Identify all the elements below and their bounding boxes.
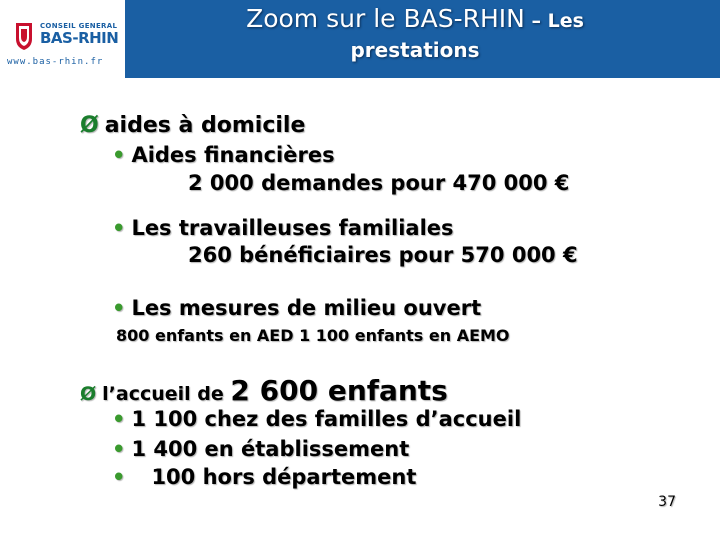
bullet-icon: •: [112, 407, 126, 431]
list-item-label: Les mesures de milieu ouvert: [131, 296, 482, 320]
list-item-label: 100 hors département: [151, 465, 417, 489]
list-item-label: Aides financières: [131, 143, 335, 167]
list-item-detail: 2 000 demandes pour 470 000 €: [188, 171, 570, 195]
bullet-icon: •: [112, 143, 126, 167]
arrow-bullet-icon: Ø: [80, 383, 97, 405]
list-item: [112, 437, 409, 461]
list-item-detail: 800 enfants en AED 1 100 enfants en AEMO: [116, 326, 510, 345]
section-heading-text: l’accueil de: [102, 383, 224, 405]
section-accueil-heading: [80, 374, 448, 407]
logo-url: www.bas-rhin.fr: [7, 57, 104, 67]
list-item: [112, 216, 454, 240]
list-item-label: 1 100 chez des familles d’accueil: [131, 407, 522, 431]
section-heading-text: aides à domicile: [104, 113, 306, 138]
logo-top-text: CONSEIL GENERAL: [40, 22, 118, 30]
section-heading-emphasis: 2 600 enfants: [230, 374, 448, 407]
list-item: [112, 407, 521, 431]
section-aides-heading: [80, 113, 305, 138]
logo-main-text: BAS-RHIN: [40, 29, 119, 47]
list-item: [112, 465, 416, 489]
bullet-icon: •: [112, 465, 126, 489]
page-subtitle: prestations: [350, 38, 480, 62]
title-main: Zoom sur le BAS-RHIN: [246, 4, 525, 33]
title-small: – Les: [524, 10, 584, 32]
list-item-label: Les travailleuses familiales: [131, 216, 454, 240]
list-item-label: 1 400 en établissement: [131, 437, 410, 461]
arrow-bullet-icon: Ø: [80, 113, 99, 138]
bullet-icon: •: [112, 216, 126, 240]
bullet-icon: •: [112, 437, 126, 461]
list-item: [112, 143, 335, 167]
list-item-detail: 260 bénéficiaires pour 570 000 €: [188, 243, 578, 267]
bullet-icon: •: [112, 296, 126, 320]
list-item: [112, 296, 481, 320]
page-number: 37: [658, 494, 676, 510]
